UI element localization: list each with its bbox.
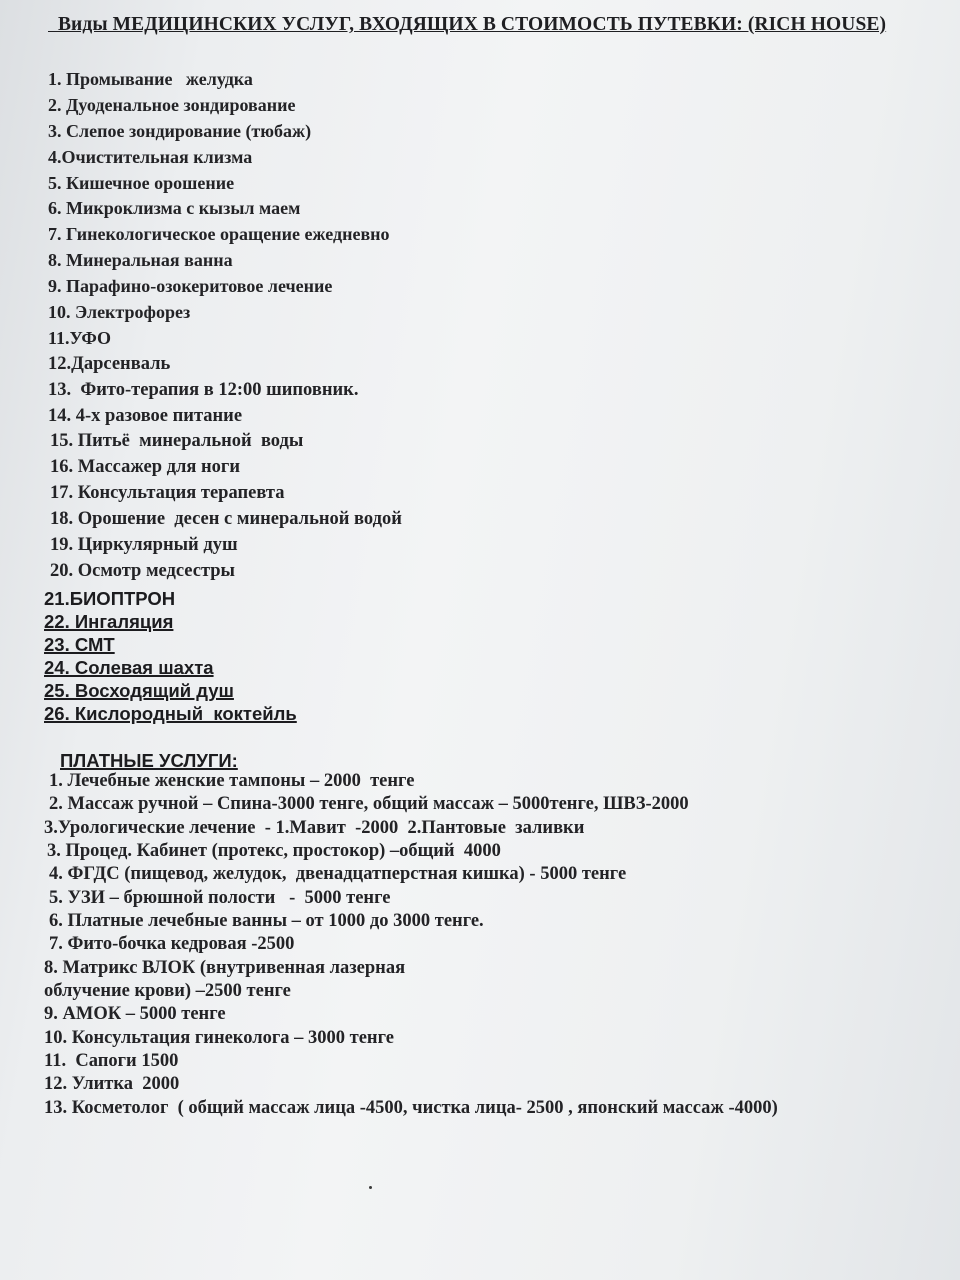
list-item: 6. Микроклизма с кызыл маем [48, 198, 301, 219]
list-item: 9. АМОК – 5000 тенге [44, 1004, 226, 1025]
list-item: 21.БИОПТРОН [44, 588, 176, 609]
list-item: 2. Массаж ручной – Спина-3000 тенге, общий массаж – 5000тенге, ШВЗ-2000 [49, 794, 689, 815]
list-item: 11.УФО [48, 327, 112, 348]
list-item: 3.Урологические лечение - 1.Мавит -2000 2.Пантовые заливки [44, 817, 585, 838]
list-item: 5. Кишечное орошение [48, 172, 235, 193]
list-item: 4.Очистительная клизма [48, 146, 253, 167]
list-item: 5. УЗИ – брюшной полости - 5000 тенге [49, 887, 391, 908]
paper-speck [369, 1186, 372, 1189]
list-item: 1. Лечебные женские тампоны – 2000 тенге [49, 771, 415, 791]
list-item: 8. Матрикс ВЛОК (внутривенная лазерная [44, 957, 406, 978]
list-item: 6. Платные лечебные ванны – от 1000 до 3000 тенге. [49, 911, 484, 932]
list-item: 22. Ингаляция [44, 611, 174, 632]
list-item: 2. Дуоденальное зондирование [48, 94, 296, 115]
list-item: 14. 4-х разовое питание [48, 405, 243, 426]
paid-services-heading: ПЛАТНЫЕ УСЛУГИ: [60, 750, 238, 771]
included-services-list [48, 70, 402, 588]
list-item: 4. ФГДС (пищевод, желудок, двенадцатперстная кишка) - 5000 тенге [49, 864, 627, 885]
list-item: 13. Фито-терапия в 12:00 шиповник. [48, 379, 359, 400]
list-item: 1. Промывание желудка [48, 69, 253, 89]
included-services-list-continued [44, 590, 297, 728]
list-item: 10. Консультация гинеколога – 3000 тенге [44, 1027, 394, 1048]
list-item: 10. Электрофорез [48, 302, 191, 323]
list-item: 23. СМТ [44, 634, 115, 655]
list-item: 9. Парафино-озокеритовое лечение [48, 276, 333, 297]
list-item: 19. Циркулярный душ [50, 535, 238, 556]
list-item: 18. Орошение десен с минеральной водой [50, 509, 402, 530]
list-item: 7. Фито-бочка кедровая -2500 [49, 934, 295, 955]
list-item: 12. Улитка 2000 [44, 1074, 180, 1095]
list-item: 24. Солевая шахта [44, 657, 214, 678]
list-item: 17. Консультация терапевта [50, 483, 285, 504]
list-item: 3. Процед. Кабинет (протекс, простокор) –общий 4000 [47, 841, 501, 862]
list-item: 16. Массажер для ноги [50, 457, 240, 478]
list-item: 12.Дарсенваль [48, 353, 171, 374]
list-item: 25. Восходящий душ [44, 680, 234, 701]
list-item: 15. Питьё минеральной воды [50, 431, 304, 452]
list-item: 7. Гинекологическое оращение ежедневно [48, 224, 390, 245]
list-item: 3. Слепое зондирование (тюбаж) [48, 120, 312, 141]
list-item: 8. Минеральная ванна [48, 250, 233, 271]
list-item: 13. Косметолог ( общий массаж лица -4500, чистка лица- 2500 , японский массаж -4000) [44, 1097, 778, 1118]
list-item: облучение крови) –2500 тенге [44, 981, 291, 1002]
document-title: Виды МЕДИЦИНСКИХ УСЛУГ, ВХОДЯЩИХ В СТОИМОСТЬ ПУТЕВКИ: (RICH HOUSE) [48, 14, 887, 35]
list-item: 11. Сапоги 1500 [44, 1051, 179, 1072]
paid-services-list [44, 772, 778, 1122]
list-item: 20. Осмотр медсестры [50, 560, 235, 581]
list-item: 26. Кислородный коктейль [44, 703, 297, 724]
